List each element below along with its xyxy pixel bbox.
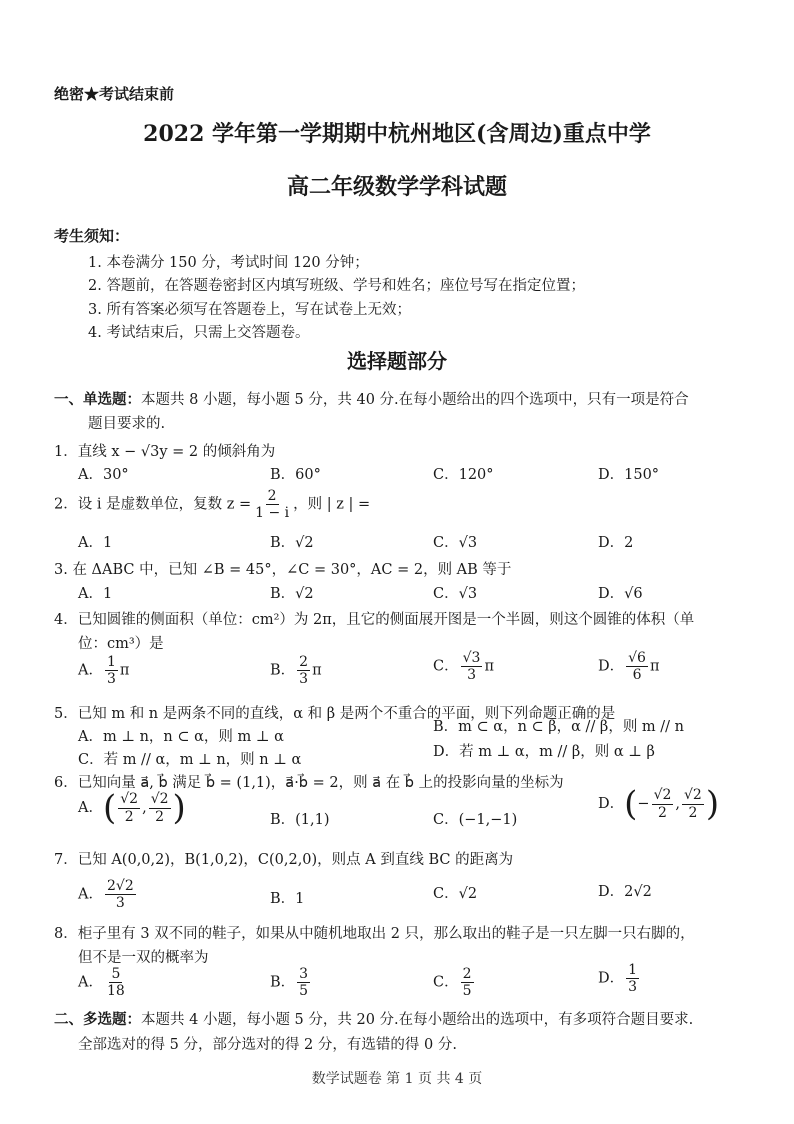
- fraction-num: 5: [111, 966, 121, 982]
- fraction-num: √2: [120, 791, 139, 808]
- notice-heading: 考生须知：: [54, 227, 130, 245]
- right-paren: ): [705, 784, 720, 824]
- q8-stem-cont: 但不是一双的概率为: [78, 950, 209, 966]
- q3-option-c: C．√3: [433, 586, 478, 602]
- q7-option-d: D．2√2: [598, 884, 652, 900]
- q3-option-a: A．1: [78, 586, 113, 602]
- q7-option-c: C．√2: [433, 886, 478, 902]
- q2-stem-pre: 2．设 i 是虚数单位，复数 z =: [54, 496, 252, 513]
- q4-option-c: [433, 650, 494, 683]
- fraction-num: 2: [299, 654, 309, 670]
- q2-option-c: C．√3: [433, 535, 478, 551]
- q6-option-d: D．(− $\frac{√2}{2}$ , $\frac{√2}{2}$ ): [598, 784, 720, 824]
- q3-option-b: B．√2: [270, 586, 314, 602]
- q8-option-c-label: C．: [433, 974, 459, 991]
- notice-item: 1. 本卷满分 150 分，考试时间 120 分钟；: [88, 255, 369, 271]
- fraction-den: 3: [299, 671, 309, 688]
- exam-title: 2022 学年第一学期期中杭州地区(含周边)重点中学: [143, 121, 651, 147]
- q5-option-a: A．m ⊥ n，n ⊂ α，则 m ⊥ α: [78, 729, 284, 745]
- left-paren: (: [102, 788, 117, 828]
- q6-option-c: C．(−1,−1): [433, 812, 518, 828]
- fraction-den: 2: [124, 808, 134, 825]
- q2-fraction: [253, 488, 291, 521]
- q8-option-b: [270, 966, 312, 999]
- q4-option-d-label: D．: [598, 658, 625, 675]
- part2-heading: [54, 1008, 693, 1029]
- fraction-num: √3: [462, 650, 481, 666]
- fraction-den: 2: [658, 804, 667, 821]
- pi-symbol: π: [312, 662, 322, 679]
- q4-option-c-label: C．: [433, 658, 459, 675]
- q8-option-a: [78, 966, 129, 999]
- q6-option-d-fraction: [682, 787, 704, 820]
- q8-option-d: [598, 962, 641, 995]
- q2-stem: [54, 488, 370, 521]
- part2-text-cont: 全部选对的得 5 分，部分选对的得 2 分，有选错的得 0 分.: [78, 1037, 457, 1053]
- q8-stem: 8．柜子里有 3 双不同的鞋子，如果从中随机地取出 2 只，那么取出的鞋子是一只左脚一只右脚的，: [54, 926, 695, 942]
- q6-option-d-fraction: [652, 787, 674, 820]
- q7-option-b: B．1: [270, 891, 305, 907]
- fraction-den: 3: [115, 895, 125, 912]
- q3-stem: 3. 在 ΔABC 中，已知 ∠B = 45°，∠C = 30°，AC = 2，则 AB 等于: [54, 562, 512, 578]
- q8-option-d-label: D．: [598, 970, 625, 987]
- part2-text: 本题共 4 小题，每小题 5 分，共 20 分.在每小题给出的选项中，有多项符合题目要求.: [141, 1012, 694, 1028]
- q8-option-c: [433, 966, 476, 999]
- notice-item: 3. 所有答案必须写在答题卷上，写在试卷上无效；: [88, 302, 411, 318]
- pi-symbol: π: [484, 658, 494, 675]
- q5-stem: 5．已知 m 和 n 是两条不同的直线，α 和 β 是两个不重合的平面，则下列命题正确的是: [54, 706, 616, 722]
- right-paren: ): [172, 788, 186, 828]
- q2-option-d: D．2: [598, 535, 634, 551]
- fraction-num: 2√2: [106, 878, 134, 894]
- q8-option-b-label: B．: [270, 974, 296, 991]
- q8-option-c-fraction: [461, 966, 474, 999]
- q2-fraction-den: 1 − i: [255, 505, 290, 522]
- section-title: 选择题部分: [347, 349, 447, 373]
- fraction-den: 3: [106, 671, 116, 688]
- q4-option-a-fraction: [105, 654, 118, 687]
- fraction-num: 3: [299, 966, 309, 982]
- q1-option-c: C．120°: [433, 467, 494, 483]
- q4-stem-cont: 位：cm³）是: [78, 636, 164, 652]
- fraction-num: √2: [150, 791, 169, 808]
- fraction-num: 2: [462, 966, 472, 982]
- q4-option-b: [270, 654, 322, 687]
- q6-option-a: A．( $\frac{√2}{2}$ , $\frac{√2}{2}$ ): [78, 788, 186, 828]
- part1-text-cont: 题目要求的.: [88, 416, 166, 432]
- pi-symbol: π: [119, 662, 130, 679]
- q7-stem: 7．已知 A(0,0,2)，B(1,0,2)，C(0,2,0)，则点 A 到直线 BC 的距离为: [54, 852, 514, 868]
- q7-option-a-fraction: [105, 878, 136, 911]
- q8-option-a-label: A．: [78, 974, 103, 991]
- q4-option-a: [78, 654, 129, 687]
- q4-stem: 4．已知圆锥的侧面积（单位：cm²）为 2π，且它的侧面展开图是一个半圆，则这个圆锥的体积（单: [54, 612, 695, 628]
- q6-option-a-fraction: [118, 791, 140, 824]
- q5-option-c: C．若 m // α，m ⊥ n，则 n ⊥ α: [78, 752, 302, 768]
- part2-label: 二、多选题：: [54, 1011, 141, 1028]
- q8-option-a-fraction: [105, 966, 127, 999]
- fraction-den: 3: [467, 667, 476, 684]
- q4-option-b-fraction: [297, 654, 310, 687]
- q2-option-a: A．1: [78, 535, 113, 551]
- notice-item: 2. 答题前，在答题卷密封区内填写班级、学号和姓名；座位号写在指定位置；: [88, 278, 585, 294]
- q5-option-b: B．m ⊂ α，n ⊂ β，α // β，则 m // n: [433, 719, 685, 735]
- fraction-num: 1: [628, 962, 638, 978]
- q6-option-d-label: D．: [598, 796, 625, 812]
- minus-sign: −: [637, 796, 650, 812]
- q1-stem: 1．直线 x − √3y = 2 的倾斜角为: [54, 444, 276, 460]
- q1-option-a: A．30°: [78, 467, 129, 483]
- q4-option-d: [598, 650, 660, 683]
- left-paren: (: [624, 784, 638, 824]
- q1-option-b: B．60°: [270, 467, 321, 483]
- q2-stem-post: ，则 | z | =: [293, 496, 371, 513]
- fraction-num: √6: [628, 650, 646, 666]
- fraction-num: √2: [684, 787, 702, 804]
- fraction-num: 1: [106, 654, 116, 670]
- q5-option-d: D．若 m ⊥ α，m // β，则 α ⊥ β: [433, 744, 655, 760]
- q6-option-a-label: A．: [78, 800, 103, 816]
- q1-option-d: D．150°: [598, 467, 660, 483]
- q4-option-a-label: A．: [78, 662, 103, 679]
- q4-option-c-fraction: [461, 650, 483, 683]
- part1-label: 一、单选题：: [54, 391, 141, 408]
- fraction-den: 18: [106, 983, 125, 1000]
- fraction-den: 5: [462, 983, 472, 1000]
- fraction-den: 2: [155, 808, 165, 825]
- fraction-den: 2: [688, 804, 698, 821]
- q6-stem: 6．已知向量 a⃗, b⃗ 满足 b⃗ = (1,1)，a⃗·b⃗ = 2，则 a⃗ 在 b⃗ 上的投影向量的坐标为: [54, 775, 564, 791]
- q6-option-a-fraction: [149, 791, 171, 824]
- confidential-label: 绝密★考试结束前: [54, 85, 175, 103]
- q6-option-b: B．(1,1): [270, 812, 330, 828]
- q4-option-b-label: B．: [270, 662, 296, 679]
- q8-option-d-fraction: [626, 962, 639, 995]
- q7-option-a: [78, 878, 138, 911]
- fraction-den: 3: [628, 979, 638, 996]
- exam-subtitle: 高二年级数学学科试题: [286, 174, 507, 200]
- page-footer: 数学试题卷 第 1 页 共 4 页: [311, 1071, 483, 1087]
- q7-option-a-label: A．: [78, 886, 103, 903]
- pi-symbol: π: [649, 658, 660, 675]
- part1-text: 本题共 8 小题，每小题 5 分，共 40 分.在每小题给出的四个选项中，只有一项是符合: [141, 392, 689, 408]
- fraction-num: √2: [653, 787, 672, 804]
- q2-fraction-num: 2: [267, 488, 277, 504]
- q4-option-d-fraction: [626, 650, 648, 683]
- q8-option-b-fraction: [297, 966, 310, 999]
- fraction-den: 6: [632, 667, 642, 684]
- q2-option-b: B．√2: [270, 535, 314, 551]
- fraction-den: 5: [299, 983, 309, 1000]
- part1-heading: [54, 388, 689, 409]
- notice-item: 4. 考试结束后，只需上交答题卷。: [88, 325, 310, 341]
- q3-option-d: D．√6: [598, 586, 643, 602]
